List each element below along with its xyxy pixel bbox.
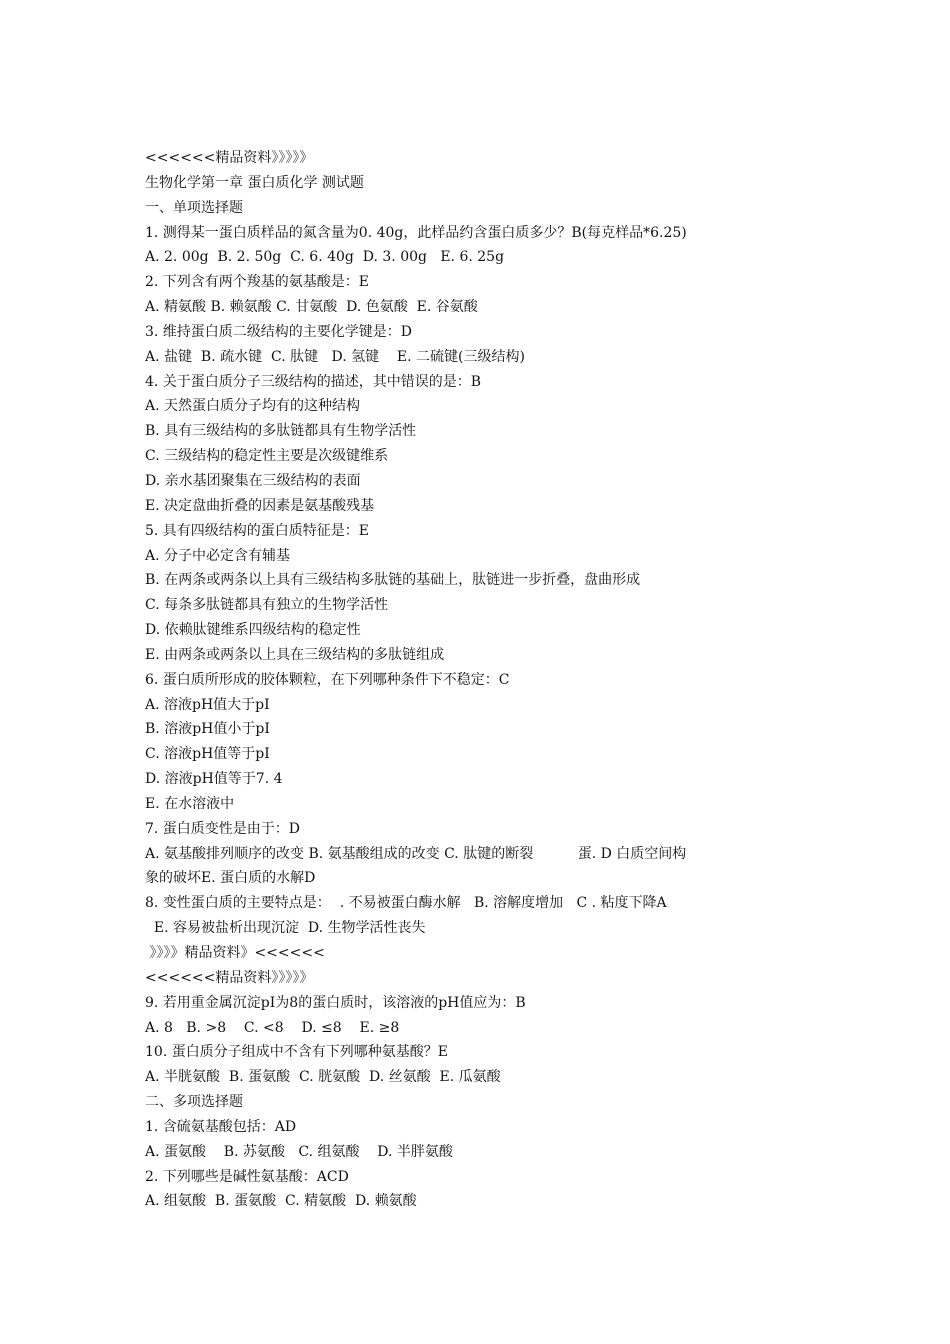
question-text: 7. 蛋白质变性是由于：D xyxy=(145,820,301,837)
answer-options: 象的破坏E. 蛋白质的水解D xyxy=(145,870,316,887)
question-text: 10. 蛋白质分子组成中不含有下列哪种氨基酸？E xyxy=(145,1044,448,1061)
question-text: 4. 关于蛋白质分子三级结构的描述，其中错误的是：B xyxy=(145,373,482,390)
answer-option: C. 三级结构的稳定性主要是次级键维系 xyxy=(145,448,389,465)
section-heading: 二、多项选择题 xyxy=(145,1094,243,1111)
answer-option: B. 具有三级结构的多肽链都具有生物学活性 xyxy=(145,423,417,440)
answer-options: E. 容易被盐析出现沉淀 D. 生物学活性丧失 xyxy=(145,920,426,937)
question-text: 1. 测得某一蛋白质样品的氮含量为0. 40g，此样品约含蛋白质多少？B(每克样品*6.25) xyxy=(145,224,687,241)
answer-option: E. 决定盘曲折叠的因素是氨基酸残基 xyxy=(145,497,375,514)
answer-option: D. 溶液pH值等于7. 4 xyxy=(145,771,283,788)
answer-options: A. 8 B. >8 C. <8 D. ≤8 E. ≥8 xyxy=(145,1019,400,1036)
question-text: 3. 维持蛋白质二级结构的主要化学键是：D xyxy=(145,323,413,340)
answer-option: B. 在两条或两条以上具有三级结构多肽链的基础上，肽链进一步折叠，盘曲形成 xyxy=(145,572,641,589)
answer-options: A. 2. 00g B. 2. 50g C. 6. 40g D. 3. 00g E. 6. 25g xyxy=(145,249,505,266)
answer-options: A. 蛋氨酸 B. 苏氨酸 C. 组氨酸 D. 半胖氨酸 xyxy=(145,1143,453,1160)
question-text: 5. 具有四级结构的蛋白质特征是：E xyxy=(145,522,370,539)
question-text: 8. 变性蛋白质的主要特点是： . 不易被蛋白酶水解 B. 溶解度增加 C . 粘度下降A xyxy=(145,895,667,912)
answer-option: D. 依赖肽键维系四级结构的稳定性 xyxy=(145,622,361,639)
answer-option: C. 每条多肽链都具有独立的生物学活性 xyxy=(145,597,389,614)
question-text: 6. 蛋白质所形成的胶体颗粒，在下列哪种条件下不稳定：C xyxy=(145,671,510,688)
answer-options: A. 氨基酸排列顺序的改变 B. 氨基酸组成的改变 C. 肽键的断裂 蛋. D 白质空间构 xyxy=(145,845,687,862)
header-banner: <<<<<<精品资料》》》》》 xyxy=(145,150,314,166)
footer-banner: 》》》》精品资料》<<<<<< xyxy=(145,945,325,961)
answer-option: C. 溶液pH值等于pI xyxy=(145,746,270,763)
answer-option: A. 溶液pH值大于pI xyxy=(145,696,270,713)
question-text: 1. 含硫氨基酸包括：AD xyxy=(145,1118,297,1135)
question-text: 2. 下列哪些是碱性氨基酸：ACD xyxy=(145,1168,349,1185)
question-text: 2. 下列含有两个羧基的氨基酸是：E xyxy=(145,274,370,291)
section-heading: 一、单项选择题 xyxy=(145,199,243,216)
answer-options: A. 组氨酸 B. 蛋氨酸 C. 精氨酸 D. 赖氨酸 xyxy=(145,1193,417,1210)
header-banner: <<<<<<精品资料》》》》》 xyxy=(145,969,314,986)
answer-option: D. 亲水基团聚集在三级结构的表面 xyxy=(145,472,361,489)
question-text: 9. 若用重金属沉淀pI为8的蛋白质时，该溶液的pH值应为：B xyxy=(145,994,526,1011)
answer-option: A. 天然蛋白质分子均有的这种结构 xyxy=(145,398,361,415)
answer-options: A. 盐键 B. 疏水键 C. 肽键 D. 氢键 E. 二硫键(三级结构) xyxy=(145,348,525,365)
answer-option: E. 在水溶液中 xyxy=(145,795,235,812)
answer-option: B. 溶液pH值小于pI xyxy=(145,721,270,738)
answer-options: A. 半胱氨酸 B. 蛋氨酸 C. 胱氨酸 D. 丝氨酸 E. 瓜氨酸 xyxy=(145,1069,501,1086)
answer-option: E. 由两条或两条以上具在三级结构的多肽链组成 xyxy=(145,646,445,663)
answer-options: A. 精氨酸 B. 赖氨酸 C. 甘氨酸 D. 色氨酸 E. 谷氨酸 xyxy=(145,299,478,316)
doc-title: 生物化学第一章 蛋白质化学 测试题 xyxy=(145,174,364,191)
document-page xyxy=(145,146,825,1214)
answer-option: A. 分子中必定含有辅基 xyxy=(145,547,291,564)
